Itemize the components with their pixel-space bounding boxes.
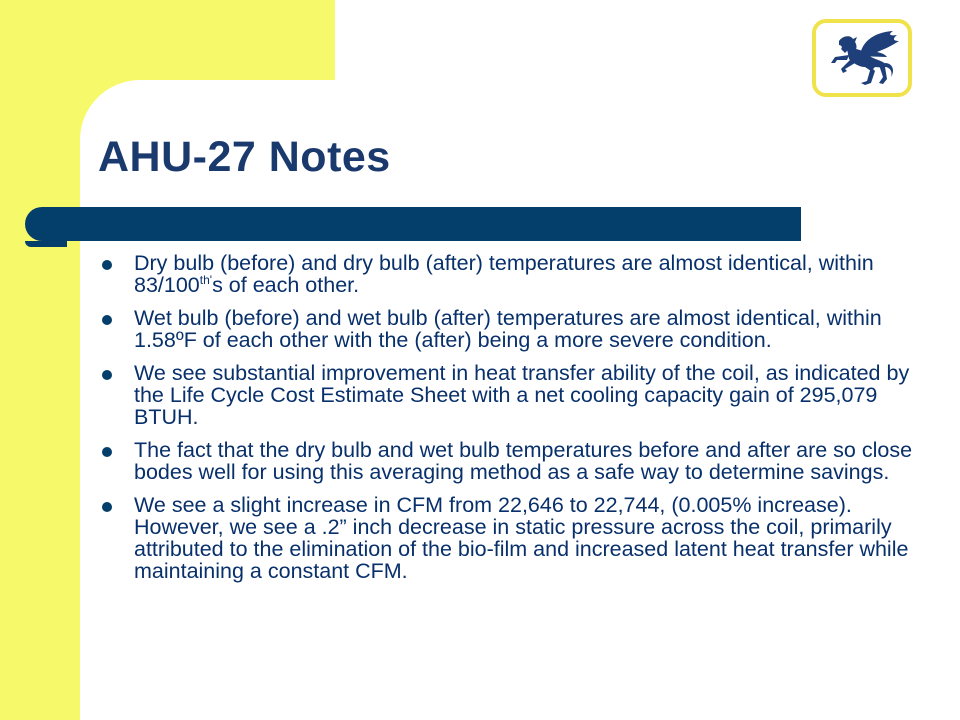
bullet-dot — [102, 315, 112, 325]
bullet-text: Wet bulb (before) and wet bulb (after) temperatures are almost identical, within 1.58ºF of each other with the (after) being a more severe condition. — [134, 306, 882, 352]
bullet-item — [100, 252, 930, 296]
bullet-item — [100, 439, 930, 483]
title-underline-bar — [25, 207, 801, 241]
title-bar-nub — [25, 241, 67, 247]
bullet-text: We see a slight increase in CFM from 22,646 to 22,744, (0.005% increase). However, we see a .2” inch decrease in static pressure across the coil, primarily attributed to the elimination of the bio-film and increased latent heat transfer while maintaining a constant CFM. — [134, 493, 909, 583]
bullet-text-post: s of each other. — [212, 273, 360, 297]
bullet-list — [100, 252, 930, 593]
bullet-text: We see substantial improvement in heat transfer ability of the coil, as indicated by the Life Cycle Cost Estimate Sheet with a net cooling capacity gain of 295,079 BTUH. — [134, 361, 910, 429]
griffin-emblem-icon — [821, 27, 903, 89]
bullet-text-pre: Dry bulb (before) and dry bulb (after) temperatures are almost identical, within 83/100 — [134, 251, 874, 297]
bullet-dot — [102, 370, 112, 380]
logo-box — [812, 19, 912, 97]
slide-title: AHU-27 Notes — [98, 133, 391, 181]
bullet-text: The fact that the dry bulb and wet bulb temperatures before and after are so close bodes well for using this averaging method as a safe way to determine savings. — [134, 438, 913, 484]
bullet-item — [100, 362, 930, 428]
bullet-superscript: th' — [199, 272, 213, 287]
bullet-item — [100, 307, 930, 351]
bullet-dot — [102, 502, 112, 512]
bullet-dot — [102, 260, 112, 270]
bullet-dot — [102, 447, 112, 457]
bullet-item — [100, 494, 930, 582]
